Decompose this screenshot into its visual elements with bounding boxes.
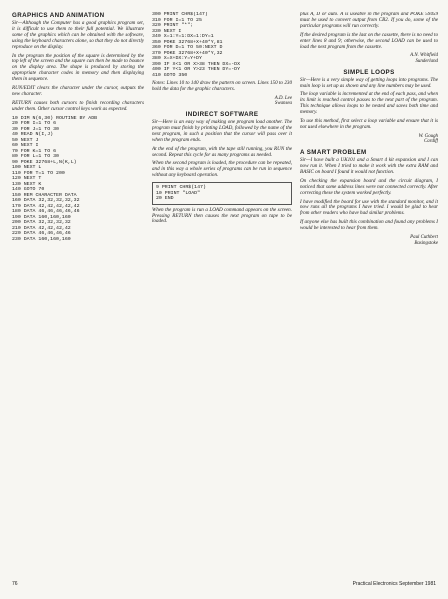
signature: W. Gough Cardiff xyxy=(418,133,438,145)
code-line: 380 X=X+DX:Y=Y+DY xyxy=(152,56,202,61)
code-listing-bounce xyxy=(152,12,292,78)
code-line: 50 NEXT J xyxy=(12,137,39,143)
column-left xyxy=(12,12,144,575)
code-line: 10 PRINT "LOAD" xyxy=(156,190,201,196)
code-line: 60 NEXT I xyxy=(12,143,39,149)
code-line: 370 POKE 32768+X+40*Y,32 xyxy=(152,50,223,56)
code-box xyxy=(152,182,292,205)
signature: Paul Cuthbert Basingstoke xyxy=(410,235,438,246)
letter-heading-graphics: GRAPHICS AND ANIMATION xyxy=(12,12,105,19)
signature: A.N. Whitfield Sunderland xyxy=(410,53,438,65)
code-line: 200 DATA 32,32,32,32 xyxy=(12,220,71,226)
paragraph: RUN/EDIT clears the character under the cursor, outputs the new character. xyxy=(12,85,144,97)
code-line: 210 DATA 42,42,42,42 xyxy=(12,225,71,231)
paragraph: At the end of the program, with the tape still running, you RUN the second. Repeat this cycle for as many programs as needed. xyxy=(152,145,292,158)
column-right xyxy=(300,12,438,575)
paragraph: Sir—Here is an easy way of making one program load another. The program must finish by printing LOAD, followed by the name of the next program, in such a position that the cursor will pass over it when the program ends. xyxy=(152,119,292,143)
code-line: 360 FOR D=1 TO 50:NEXT D xyxy=(152,45,223,50)
code-line: 400 IF Y<1 OR Y>23 THEN DY=-DY xyxy=(152,67,241,72)
paragraph: RETURN causes both cursors to finish recording characters under them. Other cursor control keys work as expected. xyxy=(12,99,144,112)
code-line: 300 PRINT CHR$(147) xyxy=(152,12,208,17)
letter-heading-indirect: INDIRECT SOFTWARE xyxy=(185,111,259,118)
paragraph: plus A, D or auto. A is useable in the program and POKE 59459 must be used to convert output from CB2. If you do, some of the particular programs will run correctly. xyxy=(300,12,438,29)
code-line: 220 DATA 46,46,46,46 xyxy=(12,231,71,237)
code-line: 160 DATA 32,32,32,32,32 xyxy=(12,198,80,204)
code-line: 9 PRINT CHR$(147) xyxy=(156,185,206,191)
code-line: 100 NEXT L xyxy=(12,165,42,171)
code-line: 350 POKE 32768+X+40*Y,81 xyxy=(152,39,223,45)
magazine-issue: Practical Electronics September 1981 xyxy=(352,581,436,587)
code-line: 340 X=1:Y=1:DX=1:DY=1 xyxy=(152,34,214,39)
code-listing-graphics xyxy=(12,116,144,243)
page-number: 76 xyxy=(12,581,18,587)
code-line: 30 FOR J=1 TO 30 xyxy=(12,126,59,132)
paragraph: If anyone else has built this combination and found any problems I would be interested to hear from them. xyxy=(300,219,438,232)
code-line: 140 GOTO 70 xyxy=(12,187,45,193)
code-line: 70 FOR K=1 TO 6 xyxy=(12,148,57,154)
code-line: 80 FOR L=1 TO 30 xyxy=(12,154,59,160)
code-line: 330 NEXT I xyxy=(152,28,182,34)
code-line: 130 NEXT K xyxy=(12,181,42,187)
paragraph: If the desired program is the last on the cassette, there is no need to enter lines 8 and 9; otherwise, the second LOAD can be used to load the next program from the cassette. xyxy=(300,31,438,50)
letter-heading-smart: A SMART PROBLEM xyxy=(300,149,367,157)
paragraph: When the program is run a LOAD command appears on the screen. Pressing RETURN then causes the next program on tape to be loaded. xyxy=(152,206,292,225)
code-line: 170 DATA 42,42,42,42,42 xyxy=(12,203,80,209)
code-line: 20 END xyxy=(156,196,174,202)
code-line: 90 POKE 32768+L,N(K,L) xyxy=(12,159,77,165)
page-footer xyxy=(12,581,436,591)
paragraph: Sir—Here is a very simple way of getting loops into programs. The main loop is set up as shown and any line numbers may be used. xyxy=(300,76,438,89)
code-line: 230 DATA 160,160,160 xyxy=(12,236,71,242)
code-line: 120 NEXT T xyxy=(12,176,42,182)
letter-heading-loops: SIMPLE LOOPS xyxy=(343,68,395,76)
column-middle xyxy=(152,12,292,575)
code-line: 390 IF X<1 OR X>38 THEN DX=-DX xyxy=(152,61,241,67)
paragraph: When the second program is loaded, the procedure can be repeated, and in this way a whole series of programs can be run in sequence without any keyboard operation. xyxy=(152,160,292,179)
paragraph: To use this method, first select a loop variable and ensure that it is not used elsewhere in the program. xyxy=(300,118,438,130)
code-line: 180 DATA 46,46,46,46,46 xyxy=(12,209,80,215)
paragraph: In the program the position of the square is determined by the top left of the screen and the square can then be made to bounce on the display area. The shape is produced by storing the appropriate character codes in memory and then displaying them in sequence. xyxy=(12,52,144,83)
code-line: 320 PRINT "*"; xyxy=(152,23,194,28)
code-line: 20 FOR I=1 TO 6 xyxy=(12,121,57,127)
paragraph: On checking the expansion board and the circuit diagram, I noticed that some address lines were not connected correctly. After correcting these the system worked perfectly. xyxy=(300,177,438,196)
code-line: 150 REM CHARACTER DATA xyxy=(12,192,77,198)
paragraph: Sir—I have built a UK101 and a Smart 4 kit expansion and I can now run it. When I tried to make it work with the extra RAM and BASIC on board I found it would not function. xyxy=(300,157,438,175)
paragraph: I have modified the board for use with the standard monitor, and it now runs all the programs I have tried. I would be glad to hear from other readers who have had similar problems. xyxy=(300,198,438,217)
code-line: 310 FOR I=1 TO 25 xyxy=(152,17,202,23)
code-line: 40 READ N(I,J) xyxy=(12,132,54,138)
code-line: 10 DIM N(6,30) ROUTINE BY ADB xyxy=(12,115,98,121)
code-line: 410 GOTO 350 xyxy=(152,72,188,78)
signature: A.D. Lee Swansea xyxy=(274,95,292,107)
paragraph: The loop variable is incremented at the end of each pass, and when its limit is reached control passes to the next part of the program. This technique allows loops to be nested and saves both time and memory. xyxy=(300,91,438,116)
listing-note: Notes: Lines 10 to 140 draw the pattern on screen. Lines 150 to 230 hold the data for the graphic characters. xyxy=(152,80,292,92)
paragraph: Sir—Although the Computer has a good graphics program set, it is difficult to use them to their full potential. We illustrate some of the graphics which can be obtained with the software, using the keyboard characters alone, so that they do not directly reproduce on the display. xyxy=(12,20,144,50)
code-line: 110 FOR T=1 TO 200 xyxy=(12,170,65,176)
code-line: 190 DATA 160,160,160 xyxy=(12,214,71,220)
